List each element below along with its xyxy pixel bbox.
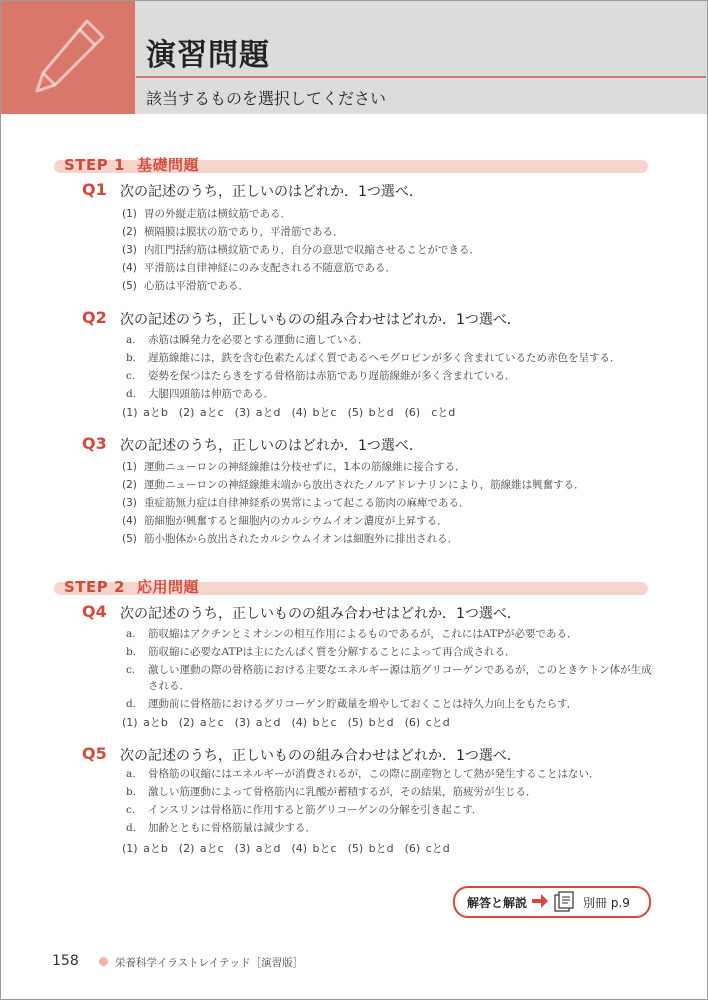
arrow-right-icon [531, 893, 549, 909]
question-number: Q1 [82, 180, 107, 199]
option: (1) 運動ニューロンの神経線維は分枝せずに，1本の筋線維に接合する． [122, 461, 466, 473]
page-title: 演習問題 [146, 38, 270, 73]
page-subtitle: 該当するものを選択してください [146, 89, 387, 108]
step-2-label: STEP 2 [64, 578, 125, 596]
question-text: 次の記述のうち，正しいものの組み合わせはどれか．1つ選べ． [120, 606, 521, 622]
option: d. 大腿四頭筋は伸筋である． [126, 388, 274, 400]
answer-reference-button[interactable] [453, 886, 651, 918]
question-number: Q4 [82, 602, 107, 621]
question-text: 次の記述のうち，正しいものの組み合わせはどれか．1つ選べ． [120, 748, 521, 764]
question-number: Q5 [82, 744, 107, 763]
header-divider [136, 76, 706, 78]
option: (4) 筋細胞が興奮すると細胞内のカルシウムイオン濃度が上昇する． [122, 515, 448, 527]
option: (5) 筋小胞体から放出されたカルシウムイオンは細胞外に排出される． [122, 533, 459, 545]
question-number: Q3 [82, 434, 107, 453]
option: (3) 内肛門括約筋は横紋筋であり，自分の意思で収縮させることができる． [122, 244, 480, 256]
answer-label: 解答と解説 [467, 896, 528, 910]
answer-page-reference: 別冊 p.9 [583, 896, 630, 910]
option: a. 筋収縮はアクチンとミオシンの相互作用によるものであるが，これにはATPが必要である． [126, 628, 578, 640]
option: d. 運動前に骨格筋におけるグリコーゲン貯蔵量を増やしておくことは持久力向上をもたらす． [126, 698, 578, 710]
question-text: 次の記述のうち，正しいものの組み合わせはどれか．1つ選べ． [120, 312, 521, 328]
book-title: 栄養科学イラストレイテッド［演習版］ [115, 957, 304, 969]
option: c. 姿勢を保つはたらきをする骨格筋は赤筋であり遅筋線維が多く含まれている． [126, 370, 516, 382]
answer-combinations: (1) aとb (2) aとc (3) aとd (4) bとc (5) bとd (6) cとd [122, 842, 450, 855]
option: c. 激しい運動の際の骨格筋における主要なエネルギー源は筋グリコーゲンであるが，このときケトン体が生成 [126, 664, 652, 676]
question-text: 次の記述のうち，正しいのはどれか．1つ選べ． [120, 184, 423, 200]
option-continuation: される． [148, 680, 190, 692]
answer-combinations: (1) aとb (2) aとc (3) aとd (4) bとc (5) bとd (6) cとd [122, 406, 456, 419]
option: (4) 平滑筋は自律神経にのみ支配される不随意筋である． [122, 262, 396, 274]
option: (2) 横隔膜は膜状の筋であり，平滑筋である． [122, 226, 344, 238]
option: (5) 心筋は平滑筋である． [122, 280, 249, 292]
answer-combinations: (1) aとb (2) aとc (3) aとd (4) bとc (5) bとd (6) cとd [122, 716, 450, 729]
option: b. 激しい筋運動によって骨格筋内に乳酸が蓄積するが，その結果，筋疲労が生じる． [126, 786, 537, 798]
pencil-icon [27, 15, 111, 99]
step-1-heading [64, 154, 199, 175]
option: b. 筋収縮に必要なATPは主にたんぱく質を分解することによって再合成される． [126, 646, 516, 658]
step-2-heading [64, 576, 199, 597]
page-number: 158 [52, 953, 79, 969]
option: a. 骨格筋の収縮にはエネルギーが消費されるが，この際に副産物として熱が発生することはない． [126, 768, 600, 780]
book-icon [553, 891, 577, 913]
header-icon-box [1, 1, 135, 114]
option: (1) 胃の外縦走筋は横紋筋である． [122, 208, 291, 220]
option: c. インスリンは骨格筋に作用すると筋グリコーゲンの分解を引き起こす． [126, 804, 483, 816]
option: b. 遅筋線維には，鉄を含む色素たんぱく質であるヘモグロビンが多く含まれているため赤色を呈する． [126, 352, 621, 364]
question-text: 次の記述のうち，正しいのはどれか．1つ選べ． [120, 438, 423, 454]
step-2-name: 応用問題 [136, 578, 199, 596]
question-number: Q2 [82, 308, 107, 327]
option: d. 加齢とともに骨格筋量は減少する． [126, 822, 316, 834]
option: (3) 重症筋無力症は自律神経系の異常によって起こる筋肉の麻痺である． [122, 497, 470, 509]
option: a. 赤筋は瞬発力を必要とする運動に適している． [126, 334, 369, 346]
option: (2) 運動ニューロンの神経線維末端から放出されたノルアドレナリンにより，筋線維は興奮する． [122, 479, 585, 491]
step-1-label: STEP 1 [64, 156, 125, 174]
footer-dot [99, 957, 108, 966]
step-1-name: 基礎問題 [136, 156, 199, 174]
